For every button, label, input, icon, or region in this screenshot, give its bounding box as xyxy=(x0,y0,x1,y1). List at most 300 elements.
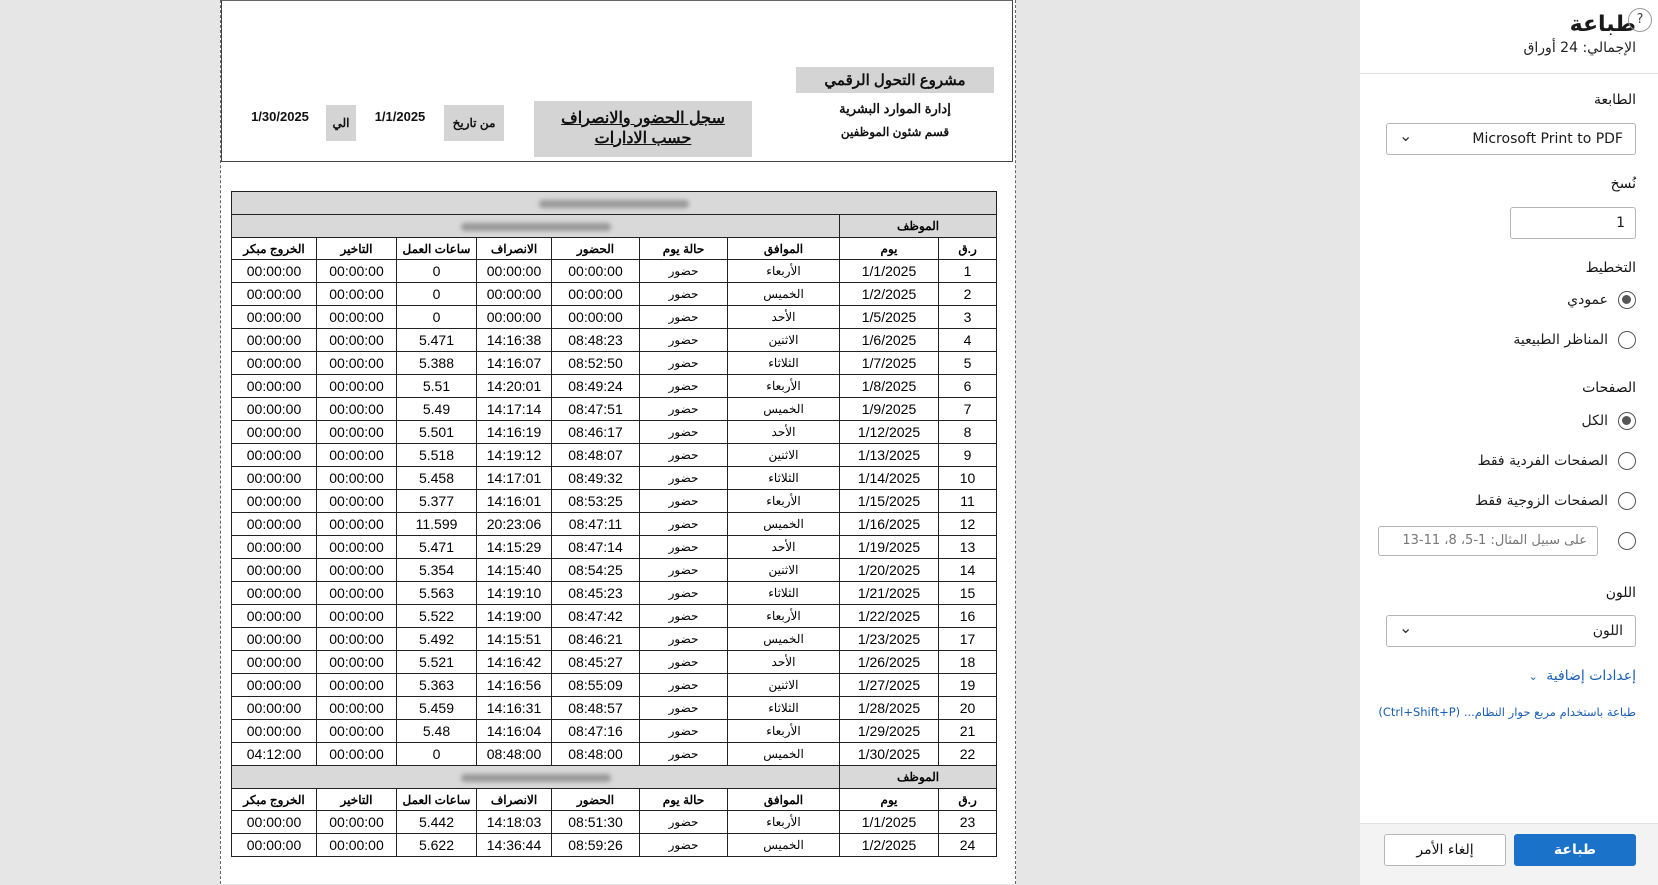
table-cell: 1/14/2025 xyxy=(840,467,939,490)
copies-label: نُسخ xyxy=(1610,176,1636,192)
more-settings-label: إعدادات إضافية xyxy=(1546,668,1636,684)
table-cell: 08:59:26 xyxy=(552,834,640,857)
table-cell: 16 xyxy=(939,605,997,628)
table-cell: 1/1/2025 xyxy=(840,811,939,834)
table-cell: 5.622 xyxy=(397,834,477,857)
table-cell: 20 xyxy=(939,697,997,720)
table-cell: 00:00:00 xyxy=(317,720,397,743)
table-row xyxy=(232,674,997,697)
table-cell: الخميس xyxy=(728,628,840,651)
table-cell: الخميس xyxy=(728,513,840,536)
table-cell: 00:00:00 xyxy=(317,375,397,398)
layout-landscape-option[interactable] xyxy=(1513,328,1636,352)
color-label: اللون xyxy=(1605,585,1636,601)
table-cell: 11.599 xyxy=(397,513,477,536)
table-cell: الأحد xyxy=(728,421,840,444)
column-header: ر.ق xyxy=(939,789,997,811)
table-cell: 08:45:23 xyxy=(552,582,640,605)
table-cell: حضور xyxy=(640,651,728,674)
table-cell: 14:16:31 xyxy=(477,697,552,720)
table-cell: 0 xyxy=(397,743,477,766)
table-cell: 00:00:00 xyxy=(232,834,317,857)
attendance-table xyxy=(231,191,997,857)
table-cell: الأربعاء xyxy=(728,811,840,834)
table-cell: 00:00:00 xyxy=(232,674,317,697)
table-cell: 4 xyxy=(939,329,997,352)
table-cell: 08:53:25 xyxy=(552,490,640,513)
table-row xyxy=(232,697,997,720)
table-cell: 08:51:30 xyxy=(552,811,640,834)
table-cell: 1/6/2025 xyxy=(840,329,939,352)
table-cell: 5.48 xyxy=(397,720,477,743)
table-cell: 5.363 xyxy=(397,674,477,697)
table-cell: الاثنين xyxy=(728,559,840,582)
table-row xyxy=(232,720,997,743)
table-cell: 00:00:00 xyxy=(232,444,317,467)
table-cell: حضور xyxy=(640,467,728,490)
table-cell: حضور xyxy=(640,513,728,536)
table-cell: 1/5/2025 xyxy=(840,306,939,329)
pages-odd-option[interactable] xyxy=(1478,449,1636,473)
table-cell: 13 xyxy=(939,536,997,559)
table-cell: 23 xyxy=(939,811,997,834)
pages-all-option[interactable] xyxy=(1582,409,1637,433)
pages-odd-label: الصفحات الفردية فقط xyxy=(1477,453,1608,469)
table-cell: 0 xyxy=(397,260,477,283)
table-cell: 08:48:00 xyxy=(477,743,552,766)
table-row xyxy=(232,582,997,605)
to-date-value: 1/30/2025 xyxy=(251,109,309,124)
table-cell: 00:00:00 xyxy=(232,513,317,536)
help-icon[interactable]: ? xyxy=(1628,8,1652,32)
table-cell: حضور xyxy=(640,674,728,697)
pages-label: الصفحات xyxy=(1582,380,1636,396)
table-cell: الأحد xyxy=(728,306,840,329)
table-cell: 08:52:50 xyxy=(552,352,640,375)
employee-row xyxy=(232,766,997,789)
table-row xyxy=(232,329,997,352)
table-row xyxy=(232,628,997,651)
table-cell: 08:49:24 xyxy=(552,375,640,398)
project-title: مشروع التحول الرقمي xyxy=(796,67,994,93)
table-cell: 1/15/2025 xyxy=(840,490,939,513)
table-cell: حضور xyxy=(640,605,728,628)
table-cell: 00:00:00 xyxy=(232,306,317,329)
table-cell: حضور xyxy=(640,834,728,857)
table-cell: 08:55:09 xyxy=(552,674,640,697)
divider xyxy=(1360,73,1658,74)
table-cell: 00:00:00 xyxy=(477,306,552,329)
table-row xyxy=(232,306,997,329)
table-row xyxy=(232,260,997,283)
table-cell: 08:47:14 xyxy=(552,536,640,559)
cancel-button[interactable]: إلغاء الأمر xyxy=(1384,834,1506,866)
table-cell: 08:47:16 xyxy=(552,720,640,743)
table-cell: الأحد xyxy=(728,536,840,559)
table-cell: الثلاثاء xyxy=(728,467,840,490)
table-cell: 17 xyxy=(939,628,997,651)
table-cell: 08:49:32 xyxy=(552,467,640,490)
table-cell: الأربعاء xyxy=(728,720,840,743)
table-cell: 14 xyxy=(939,559,997,582)
table-cell: 22 xyxy=(939,743,997,766)
table-cell: 5 xyxy=(939,352,997,375)
table-cell: 00:00:00 xyxy=(232,536,317,559)
table-cell: 0 xyxy=(397,283,477,306)
table-cell: 14:19:12 xyxy=(477,444,552,467)
table-cell: 5.442 xyxy=(397,811,477,834)
table-cell: 18 xyxy=(939,651,997,674)
table-cell: 00:00:00 xyxy=(552,283,640,306)
table-cell: 19 xyxy=(939,674,997,697)
table-cell: الاثنين xyxy=(728,329,840,352)
table-cell: 00:00:00 xyxy=(552,260,640,283)
table-cell: 14:15:51 xyxy=(477,628,552,651)
table-cell: 1/7/2025 xyxy=(840,352,939,375)
table-cell: 14:15:29 xyxy=(477,536,552,559)
pages-custom-option[interactable] xyxy=(1618,529,1636,553)
table-cell: 1/27/2025 xyxy=(840,674,939,697)
table-cell: 00:00:00 xyxy=(232,490,317,513)
table-cell: 5.471 xyxy=(397,329,477,352)
table-cell: 00:00:00 xyxy=(317,467,397,490)
table-cell: 00:00:00 xyxy=(232,352,317,375)
table-cell: 1/12/2025 xyxy=(840,421,939,444)
table-cell: 3 xyxy=(939,306,997,329)
table-cell: 1/13/2025 xyxy=(840,444,939,467)
print-title: طباعة xyxy=(1569,12,1636,37)
table-cell: الاثنين xyxy=(728,444,840,467)
table-row xyxy=(232,352,997,375)
table-cell: 14:19:00 xyxy=(477,605,552,628)
table-cell: 00:00:00 xyxy=(317,651,397,674)
table-cell: حضور xyxy=(640,811,728,834)
table-cell: 5.518 xyxy=(397,444,477,467)
table-cell: 0 xyxy=(397,306,477,329)
table-cell: 14:16:42 xyxy=(477,651,552,674)
table-cell: 14:16:38 xyxy=(477,329,552,352)
table-cell: 5.501 xyxy=(397,421,477,444)
table-cell: حضور xyxy=(640,352,728,375)
color-value: اللون xyxy=(1592,623,1623,639)
radio-icon[interactable] xyxy=(1618,452,1636,470)
column-header: حالة يوم xyxy=(640,789,728,811)
table-cell: 1/2/2025 xyxy=(840,283,939,306)
table-cell: حضور xyxy=(640,490,728,513)
column-header: الانصراف xyxy=(477,238,552,260)
column-header: الحضور xyxy=(552,789,640,811)
column-header-row xyxy=(232,238,997,260)
table-cell: 00:00:00 xyxy=(317,513,397,536)
table-cell: 04:12:00 xyxy=(232,743,317,766)
table-cell: 5.49 xyxy=(397,398,477,421)
table-cell: 08:48:57 xyxy=(552,697,640,720)
table-cell: حضور xyxy=(640,559,728,582)
table-cell: حضور xyxy=(640,260,728,283)
table-cell: الخميس xyxy=(728,398,840,421)
table-cell: 1/8/2025 xyxy=(840,375,939,398)
column-header: التاخير xyxy=(317,789,397,811)
table-cell: حضور xyxy=(640,720,728,743)
layout-portrait-label: عمودي xyxy=(1567,292,1608,308)
table-cell: 10 xyxy=(939,467,997,490)
table-cell: الأربعاء xyxy=(728,375,840,398)
table-cell: 00:00:00 xyxy=(317,306,397,329)
color-select[interactable] xyxy=(1386,615,1636,647)
table-cell: 00:00:00 xyxy=(232,398,317,421)
column-header: ر.ق xyxy=(939,238,997,260)
table-cell: 14:16:56 xyxy=(477,674,552,697)
table-cell: 24 xyxy=(939,834,997,857)
table-cell: 00:00:00 xyxy=(317,260,397,283)
table-cell: 00:00:00 xyxy=(477,283,552,306)
table-cell: 00:00:00 xyxy=(317,811,397,834)
redacted-text xyxy=(539,200,689,208)
pages-all-label: الكل xyxy=(1581,413,1608,429)
table-cell: 00:00:00 xyxy=(232,467,317,490)
table-cell: 00:00:00 xyxy=(552,306,640,329)
print-panel xyxy=(1360,0,1658,884)
employee-label: الموظف xyxy=(840,766,997,789)
table-cell: 00:00:00 xyxy=(477,260,552,283)
table-cell: الأربعاء xyxy=(728,605,840,628)
table-row xyxy=(232,834,997,857)
table-cell: 08:47:42 xyxy=(552,605,640,628)
to-date-label: الي xyxy=(326,105,356,141)
report-title-line2: حسب الادارات xyxy=(594,130,692,147)
column-header: الخروج مبكر xyxy=(232,238,317,260)
table-cell: 14:17:01 xyxy=(477,467,552,490)
table-row xyxy=(232,398,997,421)
table-cell: 5.388 xyxy=(397,352,477,375)
table-cell: الخميس xyxy=(728,743,840,766)
column-header: الحضور xyxy=(552,238,640,260)
table-row xyxy=(232,283,997,306)
table-cell: 08:54:25 xyxy=(552,559,640,582)
table-cell: 14:16:04 xyxy=(477,720,552,743)
layout-landscape-label: المناظر الطبيعية xyxy=(1513,332,1608,348)
printer-value: Microsoft Print to PDF xyxy=(1472,131,1623,147)
column-header: الموافق xyxy=(728,789,840,811)
table-cell: 1/16/2025 xyxy=(840,513,939,536)
column-header: ساعات العمل xyxy=(397,238,477,260)
employee-name xyxy=(232,215,840,238)
column-header: الانصراف xyxy=(477,789,552,811)
table-cell: 08:47:11 xyxy=(552,513,640,536)
table-cell: الأربعاء xyxy=(728,260,840,283)
from-date-value: 1/1/2025 xyxy=(374,109,426,124)
employee-row xyxy=(232,215,997,238)
report-title-box xyxy=(534,101,752,157)
table-cell: 20:23:06 xyxy=(477,513,552,536)
table-row xyxy=(232,513,997,536)
table-cell: 00:00:00 xyxy=(317,559,397,582)
table-cell: 00:00:00 xyxy=(317,398,397,421)
table-cell: 14:15:40 xyxy=(477,559,552,582)
table-cell: 1 xyxy=(939,260,997,283)
table-cell: 21 xyxy=(939,720,997,743)
table-cell: 08:48:23 xyxy=(552,329,640,352)
table-cell: 5.563 xyxy=(397,582,477,605)
total-sheets: الإجمالي: 24 أوراق xyxy=(1523,40,1636,56)
table-cell: 08:47:51 xyxy=(552,398,640,421)
table-cell: 5.459 xyxy=(397,697,477,720)
report-header xyxy=(221,0,1013,162)
layout-portrait-option[interactable] xyxy=(1567,288,1636,312)
table-cell: 14:19:10 xyxy=(477,582,552,605)
table-cell: 00:00:00 xyxy=(317,582,397,605)
table-cell: 00:00:00 xyxy=(317,536,397,559)
table-row xyxy=(232,605,997,628)
table-cell: 5.377 xyxy=(397,490,477,513)
column-header: ساعات العمل xyxy=(397,789,477,811)
table-cell: 00:00:00 xyxy=(232,582,317,605)
table-cell: 1/20/2025 xyxy=(840,559,939,582)
hr-dept-label: إدارة الموارد البشرية xyxy=(839,101,951,116)
department-name xyxy=(232,192,997,215)
table-cell: 08:48:07 xyxy=(552,444,640,467)
table-cell: 00:00:00 xyxy=(317,674,397,697)
radio-selected-icon[interactable] xyxy=(1618,291,1636,309)
table-cell: 5.51 xyxy=(397,375,477,398)
table-cell: 08:46:21 xyxy=(552,628,640,651)
table-cell: 5.522 xyxy=(397,605,477,628)
redacted-text xyxy=(461,774,611,782)
column-header: يوم xyxy=(840,238,939,260)
pages-even-option[interactable] xyxy=(1475,489,1636,513)
table-cell: 00:00:00 xyxy=(232,421,317,444)
table-cell: 5.521 xyxy=(397,651,477,674)
table-cell: 14:20:01 xyxy=(477,375,552,398)
table-cell: 12 xyxy=(939,513,997,536)
table-cell: 1/21/2025 xyxy=(840,582,939,605)
table-cell: 00:00:00 xyxy=(317,421,397,444)
redacted-text xyxy=(461,223,611,231)
table-cell: 14:16:01 xyxy=(477,490,552,513)
table-cell: 1/19/2025 xyxy=(840,536,939,559)
table-cell: الخميس xyxy=(728,283,840,306)
more-settings-link[interactable] xyxy=(1529,668,1636,684)
column-header: الخروج مبكر xyxy=(232,789,317,811)
table-cell: حضور xyxy=(640,398,728,421)
table-cell: 00:00:00 xyxy=(232,283,317,306)
table-cell: 15 xyxy=(939,582,997,605)
table-row xyxy=(232,651,997,674)
print-button[interactable]: طباعة xyxy=(1514,834,1636,866)
table-cell: 1/9/2025 xyxy=(840,398,939,421)
table-cell: 5.458 xyxy=(397,467,477,490)
table-cell: 08:45:27 xyxy=(552,651,640,674)
employee-label: الموظف xyxy=(840,215,997,238)
table-cell: 00:00:00 xyxy=(232,605,317,628)
table-cell: 1/22/2025 xyxy=(840,605,939,628)
table-cell: الثلاثاء xyxy=(728,352,840,375)
table-cell: 1/30/2025 xyxy=(840,743,939,766)
radio-icon[interactable] xyxy=(1618,331,1636,349)
table-row xyxy=(232,743,997,766)
printer-label: الطابعة xyxy=(1593,92,1636,108)
table-cell: 00:00:00 xyxy=(317,605,397,628)
table-cell: 1/1/2025 xyxy=(840,260,939,283)
table-cell: 00:00:00 xyxy=(232,375,317,398)
system-dialog-link[interactable]: طباعة باستخدام مربع حوار النظام... (Ctrl+Shift+P) xyxy=(1378,705,1636,719)
chevron-down-icon: ⌄ xyxy=(1528,670,1538,683)
table-cell: حضور xyxy=(640,421,728,444)
employee-name xyxy=(232,766,840,789)
table-cell: 00:00:00 xyxy=(317,834,397,857)
table-cell: حضور xyxy=(640,582,728,605)
table-cell: حضور xyxy=(640,536,728,559)
table-cell: 14:16:07 xyxy=(477,352,552,375)
radio-selected-icon[interactable] xyxy=(1618,412,1636,430)
table-cell: حضور xyxy=(640,283,728,306)
table-cell: 08:46:17 xyxy=(552,421,640,444)
radio-icon[interactable] xyxy=(1618,532,1636,550)
table-cell: 00:00:00 xyxy=(232,260,317,283)
table-cell: 00:00:00 xyxy=(232,559,317,582)
table-cell: 11 xyxy=(939,490,997,513)
table-cell: 00:00:00 xyxy=(317,628,397,651)
chevron-down-icon: ⌄ xyxy=(1399,126,1413,145)
table-row xyxy=(232,811,997,834)
table-cell: 9 xyxy=(939,444,997,467)
table-cell: 1/26/2025 xyxy=(840,651,939,674)
table-cell: 1/23/2025 xyxy=(840,628,939,651)
layout-label: التخطيط xyxy=(1585,260,1636,276)
table-cell: 5.354 xyxy=(397,559,477,582)
table-cell: الأحد xyxy=(728,651,840,674)
column-header-row xyxy=(232,789,997,811)
pages-range-input[interactable]: على سبيل المثال: 1-5، 8، 11-13 xyxy=(1378,526,1598,556)
table-cell: حضور xyxy=(640,306,728,329)
table-cell: 2 xyxy=(939,283,997,306)
table-cell: 00:00:00 xyxy=(317,697,397,720)
radio-icon[interactable] xyxy=(1618,492,1636,510)
table-cell: الأربعاء xyxy=(728,490,840,513)
from-date-label: من تاريخ xyxy=(444,105,504,141)
table-cell: 6 xyxy=(939,375,997,398)
table-row xyxy=(232,375,997,398)
table-cell: حضور xyxy=(640,444,728,467)
table-row xyxy=(232,421,997,444)
report-title-line1: سجل الحضور والانصراف xyxy=(561,110,725,127)
pages-even-label: الصفحات الزوجية فقط xyxy=(1475,493,1608,509)
table-cell: حضور xyxy=(640,628,728,651)
table-row xyxy=(232,490,997,513)
column-header: يوم xyxy=(840,789,939,811)
staff-affairs-label: قسم شئون الموظفين xyxy=(840,125,950,139)
table-cell: 00:00:00 xyxy=(232,697,317,720)
table-cell: حضور xyxy=(640,743,728,766)
department-row xyxy=(232,192,997,215)
table-cell: الثلاثاء xyxy=(728,582,840,605)
table-cell: 7 xyxy=(939,398,997,421)
column-header: الموافق xyxy=(728,238,840,260)
table-cell: الثلاثاء xyxy=(728,697,840,720)
table-cell: 1/29/2025 xyxy=(840,720,939,743)
table-cell: 00:00:00 xyxy=(317,743,397,766)
table-cell: الاثنين xyxy=(728,674,840,697)
copies-input[interactable] xyxy=(1510,207,1636,239)
table-cell: 1/2/2025 xyxy=(840,834,939,857)
printer-select[interactable] xyxy=(1386,123,1636,155)
table-row xyxy=(232,467,997,490)
column-header: التاخير xyxy=(317,238,397,260)
table-cell: حضور xyxy=(640,697,728,720)
table-cell: 14:18:03 xyxy=(477,811,552,834)
table-cell: 5.471 xyxy=(397,536,477,559)
copies-value: 1 xyxy=(1616,215,1625,231)
